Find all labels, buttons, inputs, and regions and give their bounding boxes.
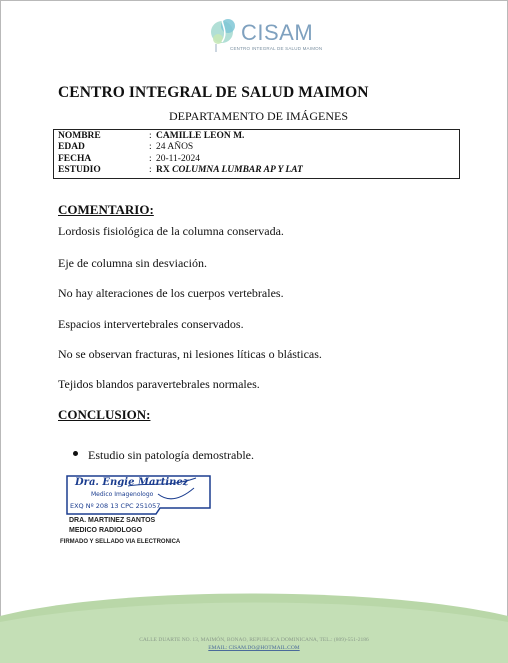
- footer-email-link[interactable]: EMAIL: CISAM.DO@HOTMAIL.COM: [208, 645, 300, 651]
- conclusion-item: Estudio sin patología demostrable.: [88, 448, 254, 462]
- stamp-name: Dra. Engie Martinez: [75, 477, 189, 488]
- patient-info-box: [53, 129, 460, 179]
- finding-item: Lordosis fisiológica de la columna conservada.: [58, 224, 284, 238]
- bullet-icon: [73, 451, 78, 456]
- info-colon: :: [149, 165, 152, 175]
- cisam-logo: [206, 12, 326, 60]
- study-type: [156, 165, 303, 176]
- study-prefix: RX: [156, 165, 170, 175]
- info-label: EDAD: [58, 142, 85, 152]
- patient-name: CAMILLE LEON M.: [156, 131, 245, 141]
- study-name: COLUMNA LUMBAR AP Y LAT: [172, 165, 303, 175]
- department-title: DEPARTAMENTO DE IMÁGENES: [169, 109, 348, 123]
- finding-item: Espacios intervertebrales conservados.: [58, 317, 244, 331]
- org-title: CENTRO INTEGRAL DE SALUD MAIMON: [58, 84, 369, 101]
- conclusion-heading: CONCLUSION:: [58, 407, 151, 422]
- signature-role: MEDICO RADIOLOGO: [69, 527, 143, 534]
- info-label: NOMBRE: [58, 131, 101, 141]
- finding-item: No se observan fracturas, ni lesiones líticas o blásticas.: [58, 347, 322, 361]
- stamp-registry: EXQ Nº 208 13 CPC 251057: [70, 502, 161, 510]
- info-colon: :: [149, 131, 152, 141]
- patient-age: 24 AÑOS: [156, 142, 194, 152]
- finding-item: Tejidos blandos paravertebrales normales.: [58, 377, 260, 391]
- info-label: ESTUDIO: [58, 165, 101, 175]
- info-label: FECHA: [58, 154, 92, 164]
- footer-address: CALLE DUARTE NO. 13, MAIMÓN, BONAO, REPUBLICA DOMINICANA, TEL.: (809)-551-2186: [139, 637, 369, 643]
- footer-wave: [0, 592, 508, 663]
- logo-text: CISAM: [241, 20, 314, 45]
- study-date: 20-11-2024: [156, 154, 200, 164]
- info-colon: :: [149, 154, 152, 164]
- comentario-heading: COMENTARIO:: [58, 202, 154, 217]
- finding-item: No hay alteraciones de los cuerpos vertebrales.: [58, 286, 284, 300]
- logo-subtitle: CENTRO INTEGRAL DE SALUD MAIMON: [230, 46, 323, 51]
- signature-name: DRA. MARTINEZ SANTOS: [69, 517, 156, 524]
- finding-item: Eje de columna sin desviación.: [58, 256, 207, 270]
- info-colon: :: [149, 142, 152, 152]
- signature-note: FIRMADO Y SELLADO VIA ELECTRONICA: [60, 539, 181, 545]
- stamp-role: Medico Imagenologo: [91, 491, 154, 498]
